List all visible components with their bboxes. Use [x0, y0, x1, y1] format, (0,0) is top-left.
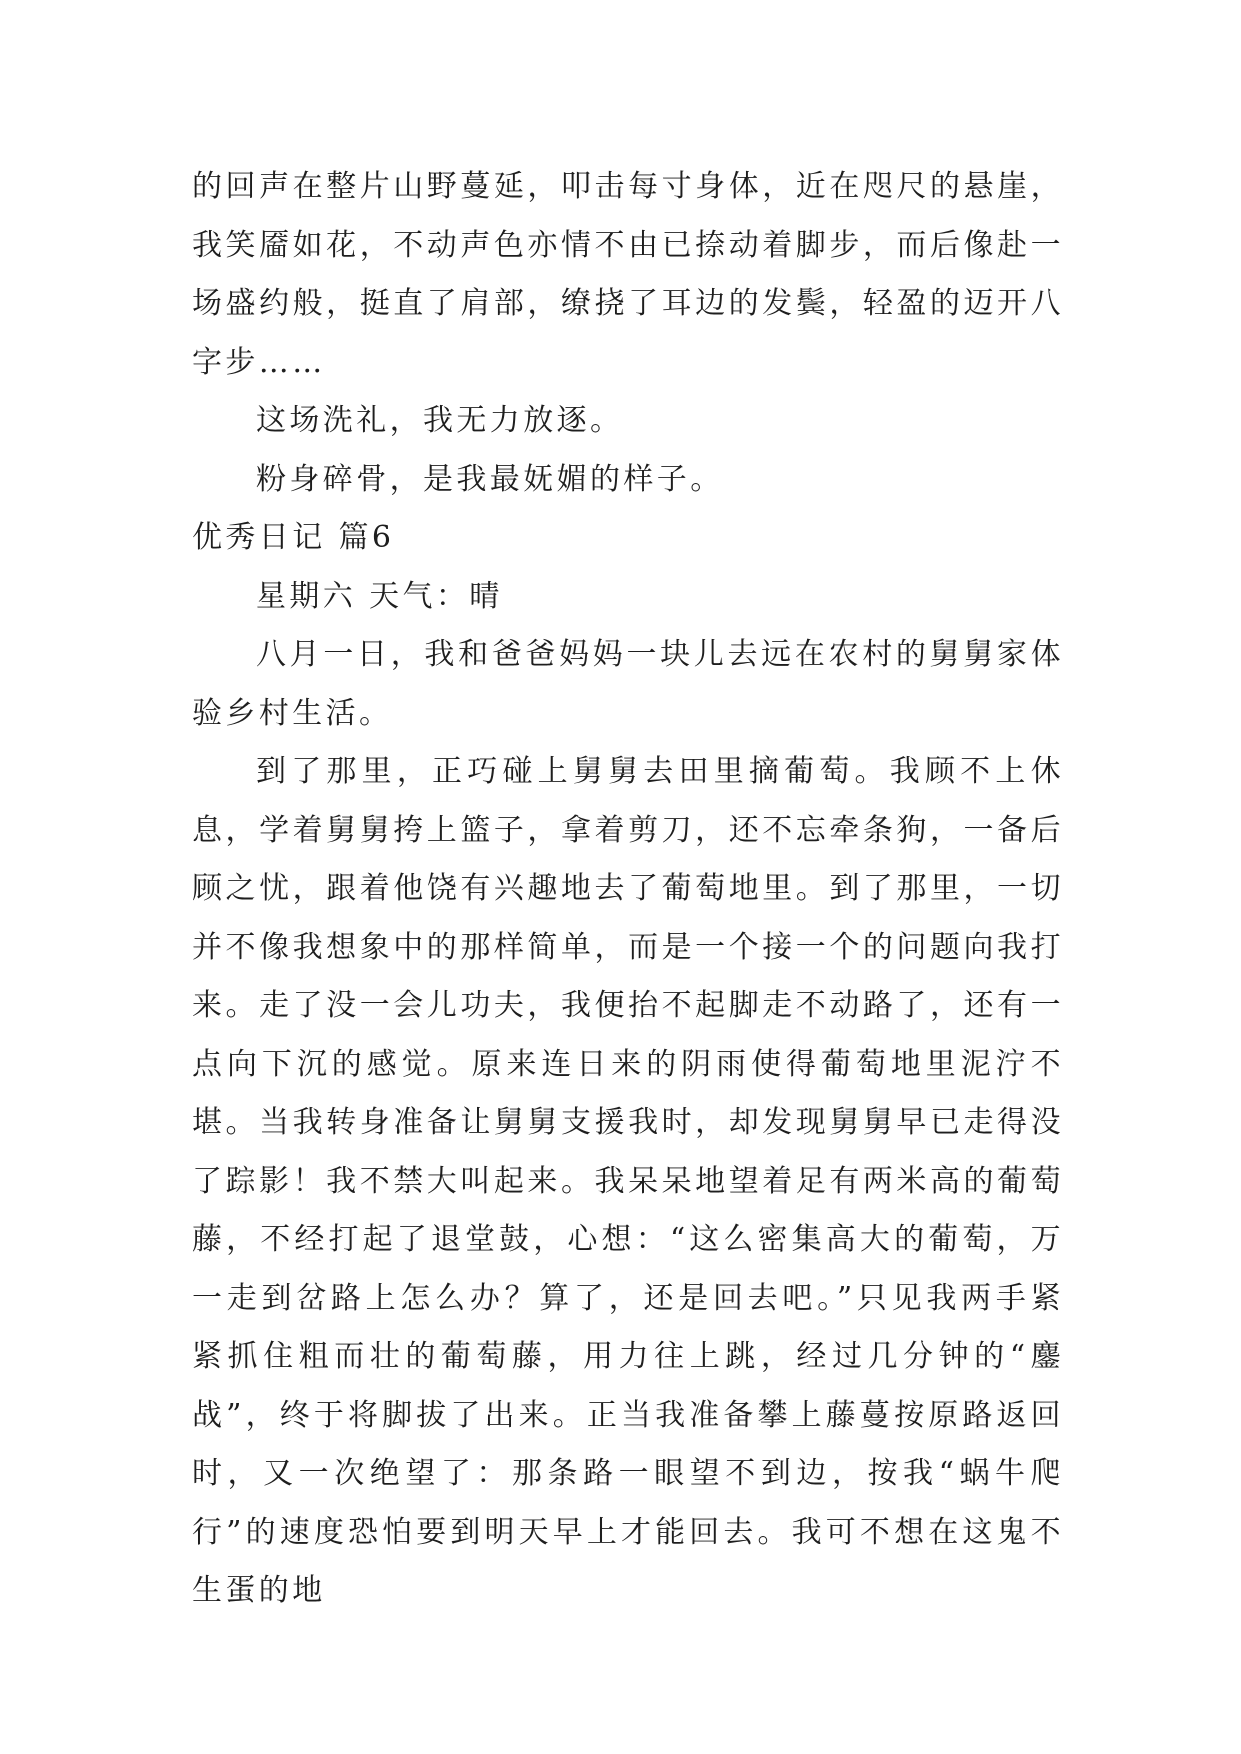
paragraph-shattered: 粉身碎骨，是我最妩媚的样子。	[256, 461, 724, 497]
paragraph-continuation: 的回声在整片山野蔓延，叩击每寸身体，近在咫尺的悬崖，我笑靥如花，不动声色亦情不由已捺动着脚步，而后像赴一场盛约般，挺直了肩部，缭挠了耳边的发鬓，轻盈的迈开八字步……	[192, 169, 1064, 380]
section-heading: 优秀日记 篇6	[192, 520, 395, 555]
paragraph-baptism: 这场洗礼，我无力放逐。	[256, 403, 624, 438]
paragraph-grape-story: 到了那里，正巧碰上舅舅去田里摘葡萄。我顾不上休息，学着舅舅挎上篮子，拿着剪刀，还不忘牵条狗，一备后顾之忧，跟着他饶有兴趣地去了葡萄地里。到了那里，一切并不像我想象中的那样简单，而是一个接一个的问题向我打来。走了没一会儿功夫，我便抬不起脚走不动路了，还有一点向下沉的感觉。原来连日来的阴雨使得葡萄地里泥泞不堪。当我转身准备让舅舅支援我时，却发现舅舅早已走得没了踪影！我不禁大叫起来。我呆呆地望着足有两米高的葡萄藤，不经打起了退堂鼓，心想：“这么密集高大的葡萄，万一走到岔路上怎么办？算了，还是回去吧。”只见我两手紧紧抓住粗而壮的葡萄藤，用力往上跳，经过几分钟的“鏖战”，终于将脚拔了出来。正当我准备攀上藤蔓按原路返回时，又一次绝望了：那条路一眼望不到边，按我“蜗牛爬行”的速度恐怕要到明天早上才能回去。我可不想在这鬼不生蛋的地	[192, 754, 1064, 1608]
document-body	[192, 158, 1064, 1621]
paragraph-intro: 八月一日，我和爸爸妈妈一块儿去远在农村的舅舅家体验乡村生活。	[192, 637, 1064, 731]
paragraph-date-weather: 星期六 天气：晴	[256, 578, 503, 614]
